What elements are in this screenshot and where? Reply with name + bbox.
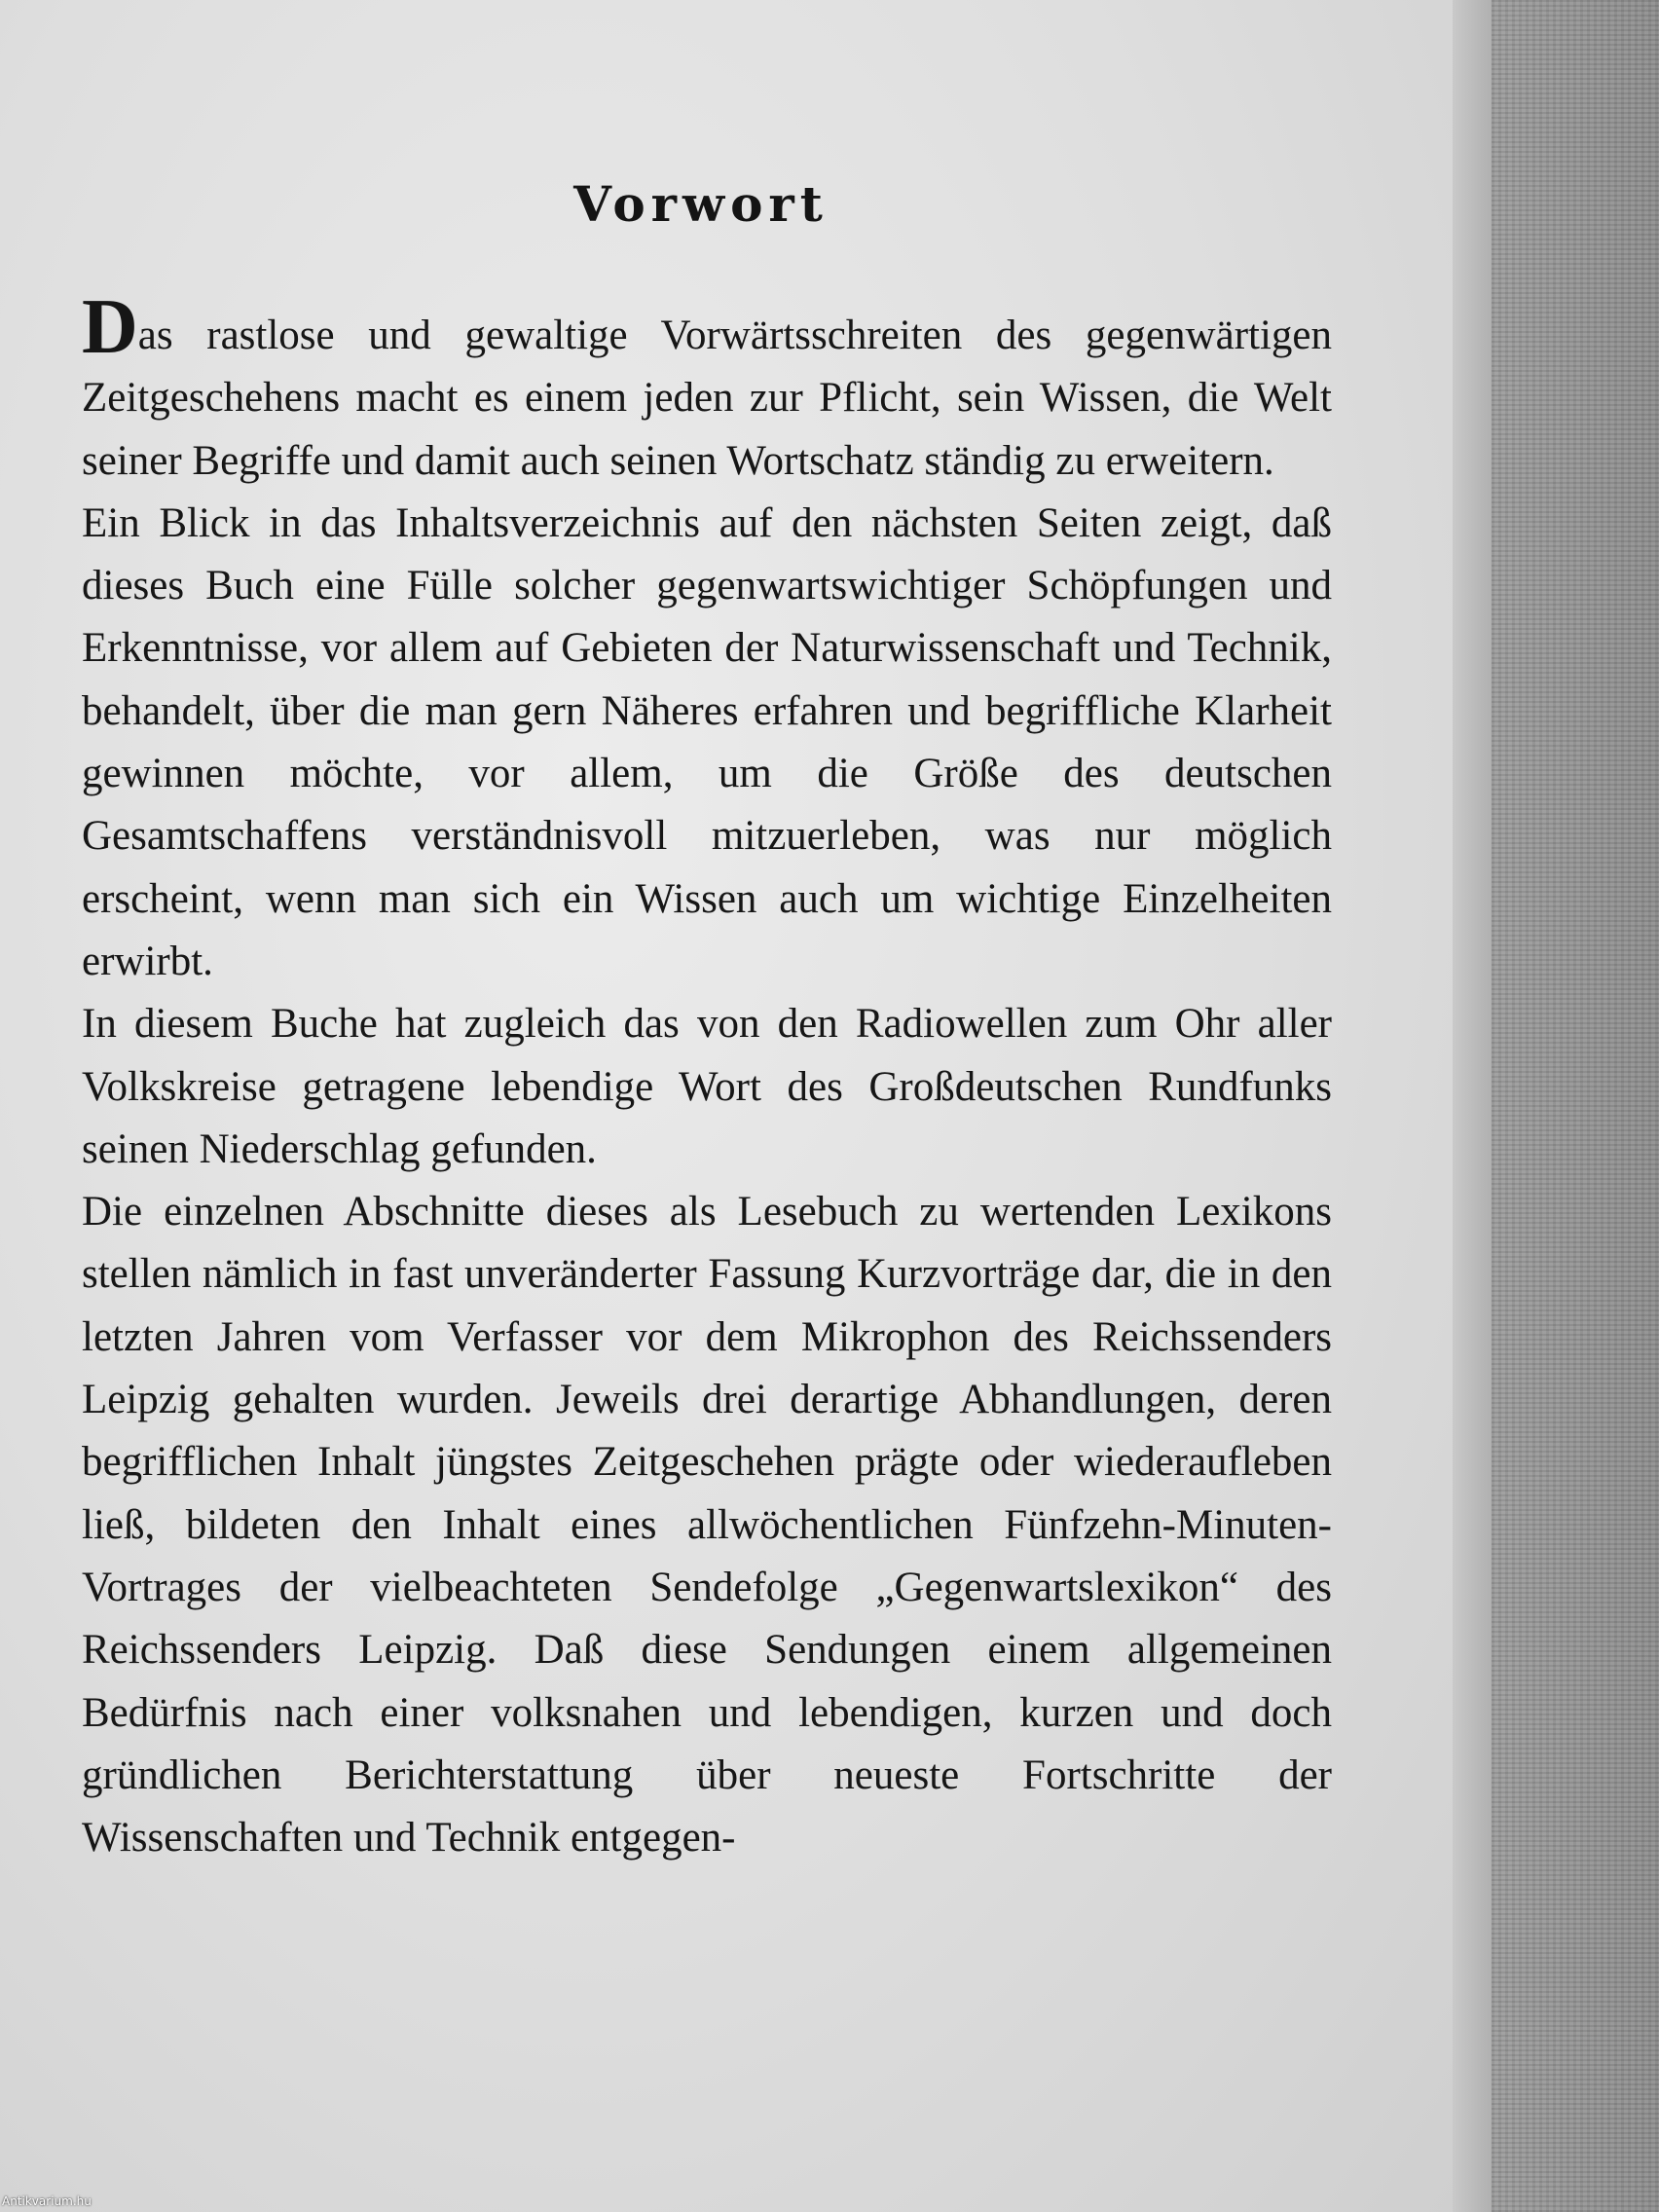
paragraph-2: Ein Blick in das Inhaltsverzeichnis auf den nächsten Seiten zeigt, daß dieses Buch eine Fülle solcher gegenwartswichtiger Schöpfungen und Erkenntnisse, vor allem auf Gebieten der Naturwissenschaft und Technik, behandelt, über die man gern Näheres erfahren und begriffliche Klarheit gewinnen möchte, vor allem, um die Größe des deutschen Gesamtschaffens verständnisvoll mitzuerleben, was nur möglich erscheint, wenn man sich ein Wissen auch um wichtige Einzelheiten erwirbt. <box>82 499 1332 984</box>
paragraph-1 <box>82 284 1332 493</box>
body-text <box>82 284 1332 1869</box>
paragraph-4: Die einzelnen Abschnitte dieses als Lesebuch zu wertenden Lexikons stellen nämlich in fast unveränderter Fassung Kurzvorträge dar, die in den letzten Jahren vom Verfasser vor dem Mikrophon des Reichssenders Leipzig gehalten wurden. Jeweils drei derartige Abhandlungen, deren begrifflichen Inhalt jüngstes Zeitgeschehen prägte oder wiederaufleben ließ, bildeten den Inhalt eines allwöchentlichen Fünfzehn-Minuten-Vortrages der vielbeachteten Sendefolge „Gegenwartslexikon“ des Reichssenders Leipzig. Daß diese Sendungen einem allgemeinen Bedürfnis nach einer volksnahen und lebendigen, kurzen und doch gründlichen Berichterstattung über neueste Fortschritte der Wissenschaften und Technik entgegen- <box>82 1189 1332 1862</box>
watermark: Antikvarium.hu <box>2 2194 92 2208</box>
paragraph-text: as rastlose und gewaltige Vorwärtsschreiten des gegenwärtigen Zeitgeschehens macht es einem jeden zur Pflicht, sein Wissen, die Welt seiner Begriffe und damit auch seinen Wortschatz ständig zu erweitern. <box>82 313 1332 484</box>
book-cover <box>1492 0 1659 2212</box>
paragraph-3: In diesem Buche hat zugleich das von den Radiowellen zum Ohr aller Volkskreise getragene lebendige Wort des Großdeutschen Rundfunks seinen Niederschlag gefunden. <box>82 1001 1332 1172</box>
page-title: Vorwort <box>573 175 829 233</box>
page-edge <box>1453 0 1492 2212</box>
drop-cap-initial: D <box>82 284 138 370</box>
